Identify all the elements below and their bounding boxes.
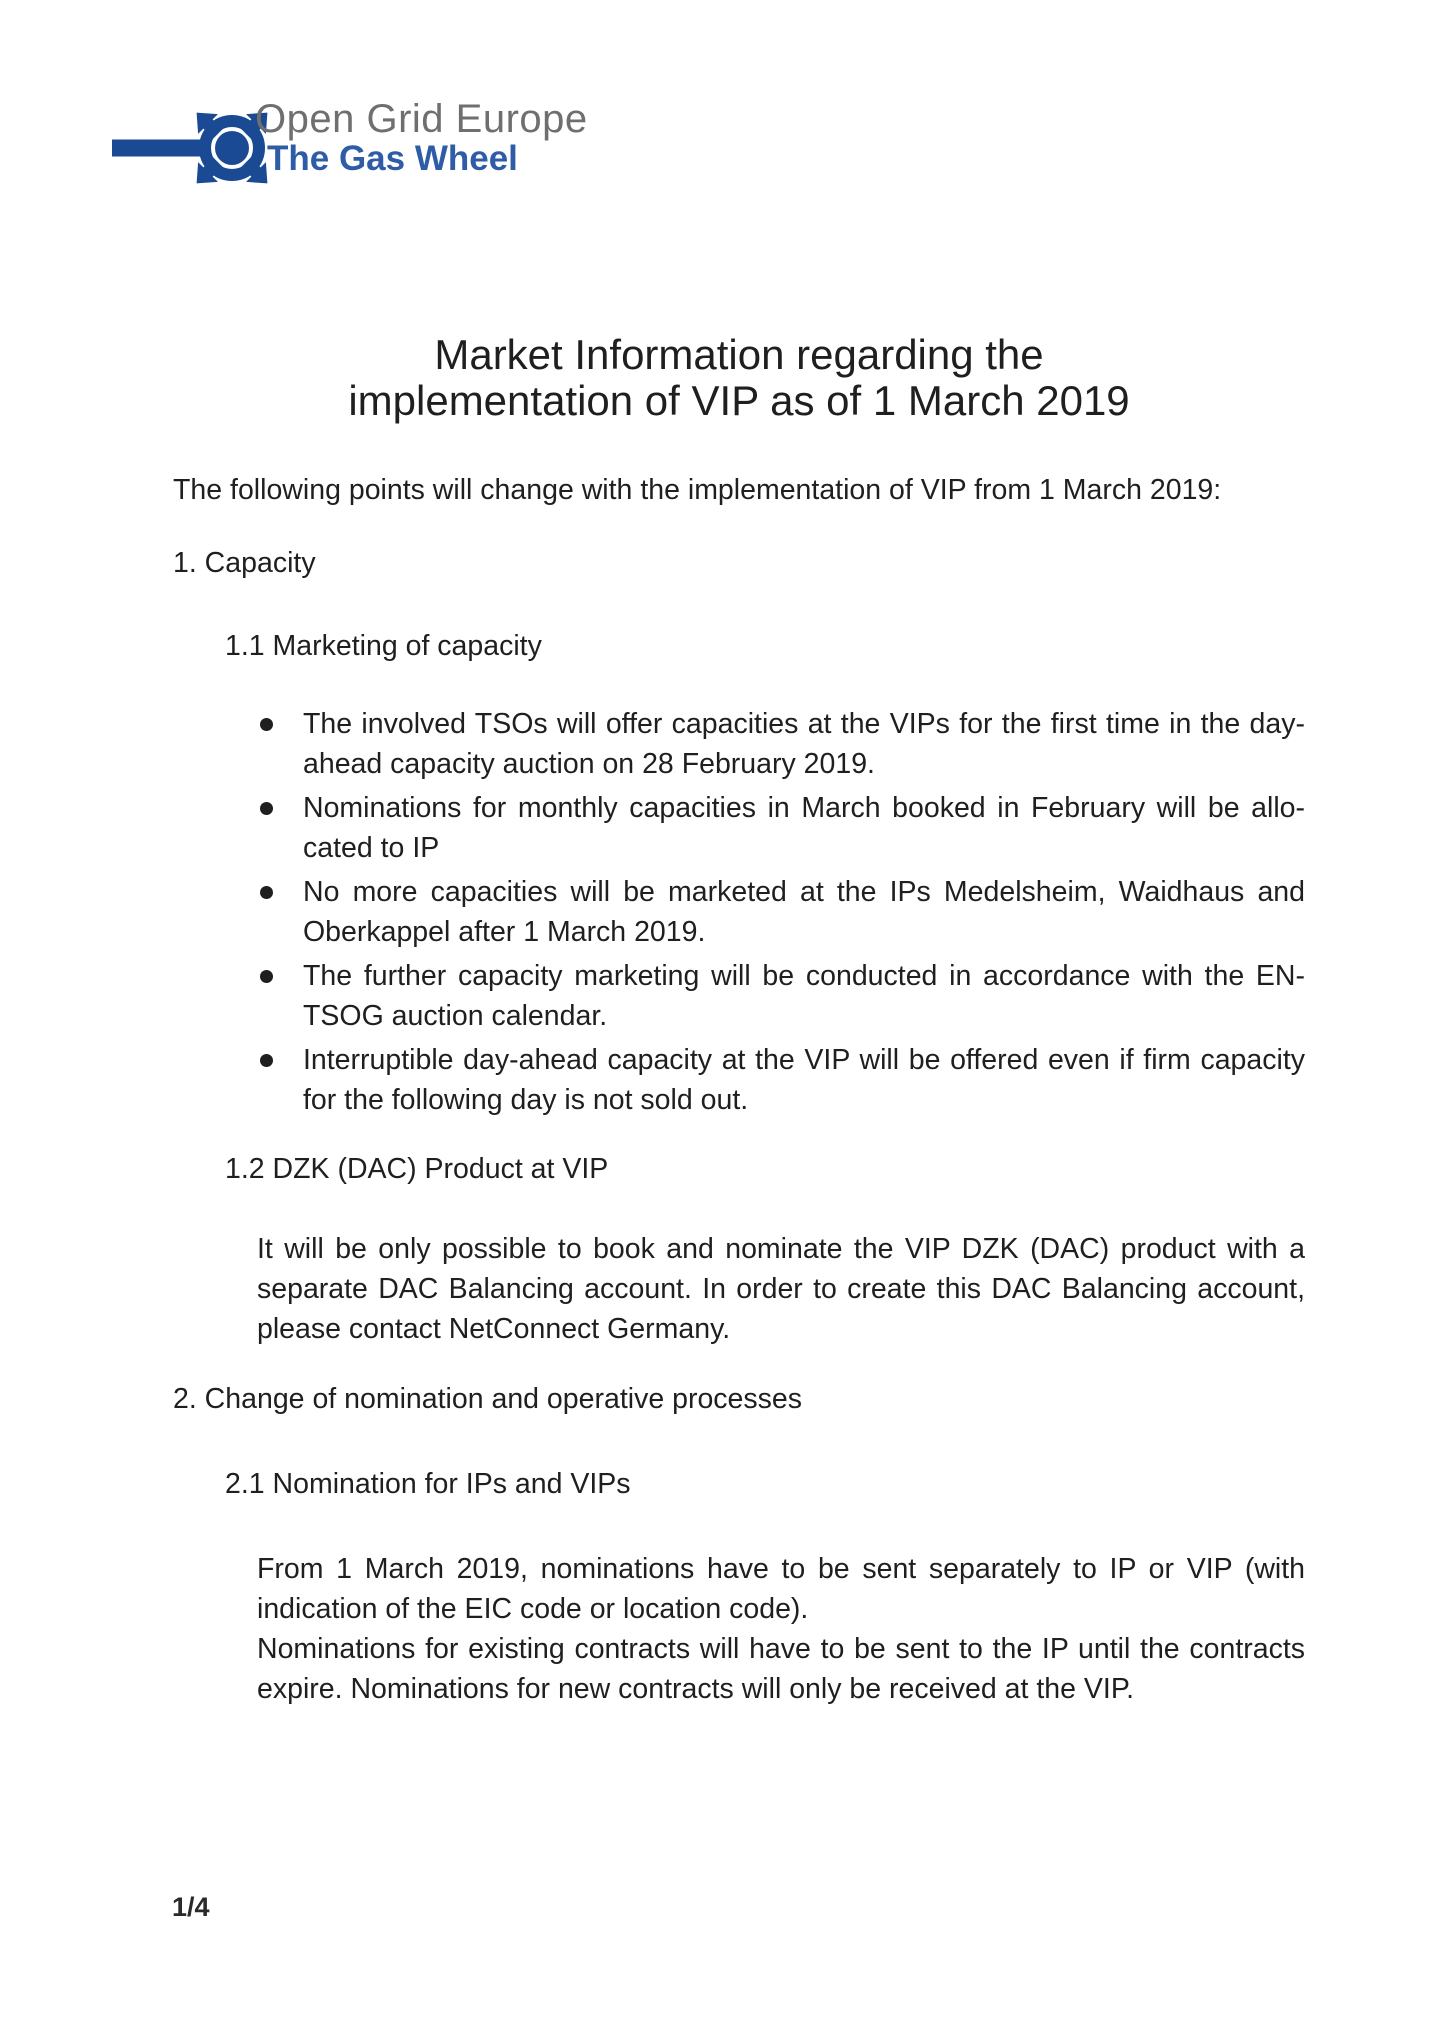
bullet-list xyxy=(260,704,1305,1124)
bullet-text: The involved TSOs will offer capacities at the VIPs for the first time in the day- ahead capacity auction on 28 February 2019. xyxy=(303,708,1305,780)
section-1-2-paragraph: It will be only possible to book and nominate the VIP DZK (DAC) product with a separate DAC Balancing account. In order to create this DAC Balancing account, please contact NetConnect Germany. xyxy=(257,1233,1305,1345)
gas-wheel-icon xyxy=(112,85,272,205)
bullet-icon xyxy=(260,956,303,1036)
bullet-icon xyxy=(260,1040,303,1120)
section-2-1-paragraph-2: Nominations for existing contracts will have to be sent to the IP until the contracts expire. Nominations for new contracts will only be received at the VIP. xyxy=(257,1633,1305,1705)
bullet-item xyxy=(260,704,1305,784)
bullet-icon xyxy=(260,788,303,868)
section-2-heading: 2. Change of nomination and operative processes xyxy=(173,1383,802,1415)
bullet-text: Nominations for monthly capacities in March booked in February will be allo- cated to IP xyxy=(303,792,1305,864)
bullet-icon xyxy=(260,704,303,784)
bullet-item xyxy=(260,1040,1305,1120)
bullet-text: The further capacity marketing will be conducted in accordance with the EN- TSOG auction calendar. xyxy=(303,960,1305,1032)
bullet-icon xyxy=(260,872,303,952)
bullet-item xyxy=(260,872,1305,952)
logo-company-name: Open Grid Europe xyxy=(255,97,588,141)
logo-tagline: The Gas Wheel xyxy=(267,139,518,178)
bullet-text: Interruptible day-ahead capacity at the VIP will be offered even if firm capacity for the following day is not sold out. xyxy=(303,1044,1305,1116)
section-1-1-heading: 1.1 Marketing of capacity xyxy=(225,630,542,662)
section-1-2-heading: 1.2 DZK (DAC) Product at VIP xyxy=(225,1153,609,1185)
section-2-1-heading: 2.1 Nomination for IPs and VIPs xyxy=(225,1468,631,1500)
bullet-text: No more capacities will be marketed at the IPs Medelsheim, Waidhaus and Oberkappel after 1 March 2019. xyxy=(303,876,1305,948)
intro-paragraph: The following points will change with the implementation of VIP from 1 March 2019: xyxy=(173,474,1222,506)
document-title: Market Information regarding the implementation of VIP as of 1 March 2019 xyxy=(348,331,1130,424)
page-number: 1/4 xyxy=(172,1892,210,1922)
section-2-1-paragraph-1: From 1 March 2019, nominations have to be sent separately to IP or VIP (with indication of the EIC code or location code). xyxy=(257,1553,1305,1625)
section-1-heading: 1. Capacity xyxy=(173,547,316,579)
bullet-item xyxy=(260,788,1305,868)
bullet-item xyxy=(260,956,1305,1036)
